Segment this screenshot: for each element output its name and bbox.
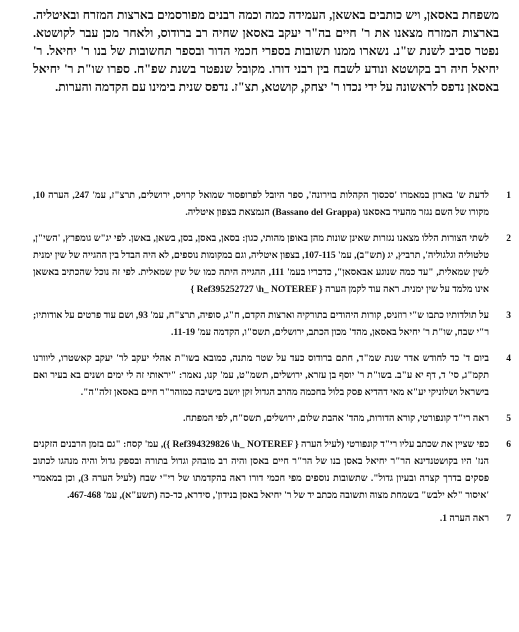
footnote-item (33, 351, 511, 402)
footnote-text-part: ראה הערה 1. (439, 514, 489, 524)
footnote-number: 3 (506, 311, 511, 321)
footnote-text-part: הנמצאת בצפון איטליה. (185, 208, 273, 218)
footnote-number: 1 (506, 191, 511, 201)
field-code: { Ref394329826 \h_ NOTEREF } (166, 440, 299, 450)
footnote-text-part: כפי שציין את שכתב עליו רי"ד קונפורטי (לעיל הערה (298, 440, 489, 450)
footnote-item (33, 188, 511, 222)
footnote-item (33, 308, 511, 342)
footnote-text-part: על תולדותיו כתבו ש"י רוזניס, קורות היהודים בתורקיה וארצות הקדם, ח"ג, סופיה, תרצ"ח, עמ' 93, ושם עוד פרטים על אודותיו; ר"י שבח, שו"ת ר' יחיאל באסאן, מהד' מכון הכתב, ירושלים, תשס"ו, הקדמה עמ' 11-19. (33, 311, 490, 338)
footnote-text-part: לדעת ש' בארון במאמרו 'סכסוך הקהלות בוירונה', ספר היובל לפרופסור שמואל קרויס, ירושלים, תרצ"ז, עמ' 247, הערה 10, מקורו של השם נגזר מהעיר באסאנו (33, 191, 489, 218)
footnote-text-part: ראה רי"ד קונפורטי, קורא הדורות, מהד' אהבת שלום, ירושלים, תשס"ח, לפי המפתח. (183, 414, 489, 424)
footnote-number: 4 (506, 354, 511, 364)
footnote-text (33, 188, 489, 222)
footnote-text (33, 511, 489, 528)
footnote-number: 5 (506, 414, 511, 424)
footnote-text-part: ), עמ' קסח: "גם בזמן הרבנים הזקנים הנז' היו בקושטנדינא הר"ר יחיאל באסן בנו של הר"ר חיים באסן והיה רב מובהק וגדול בתורה ובספק גדול והיה מנהגו לכתוב פסקים בדרך קצרה ובעיון גדול". שתשובות נוספים מפי חכמי דורו ראה בהקדמתו של רי"י שבח (לעיל הערה 3), וכן במאמרי 'איסור "לא ילבש" בשמחת מצוה ותשובה מכתב יד של ר' יחיאל באסן בנידון', סידרא, כד-כה (תשע"א), עמ' 467-468. (33, 440, 489, 501)
footnote-text-part: (Bassano del Grappa) (272, 208, 361, 218)
footnotes-section (33, 188, 511, 537)
footnote-number: 7 (506, 514, 511, 524)
footnote-text (33, 351, 489, 402)
footnote-text (33, 411, 489, 428)
footnote-number: 2 (506, 234, 511, 244)
footnote-text-part: לשתי הצורות הללו מצאנו נגזרות שאינן שונות מהן באופן מהותי, כגון: בסאן, באסן, בסן, בשאן, באשן. לפי יג"ש גומפרץ, 'השי"ן, טלטוליה וגלגוליה', תרביץ, יג (תש"ב), עמ' 107-115, בצפון איטליה, וגם במקומות נוספים, לא היה הבדל בין ההגייה של שין ימנית לשין שמאלית, "עד כמה שנוגע אבאסאן", כדבריו בעמ' 111, ההגייה היתה כמו של שין שמאלית. לפי זה נוכל שהכתיב באשאן אינו מלמד על שין ימנית. ראה עוד לקמן הערה (33, 234, 489, 295)
footnote-item (33, 411, 511, 428)
footnote-text (33, 231, 489, 299)
footnote-item (33, 511, 511, 528)
footnote-number: 6 (506, 440, 511, 450)
footnote-text (33, 308, 489, 342)
footnote-item (33, 437, 511, 505)
field-code: { Ref395252727 \h_ NOTEREF } (190, 285, 323, 295)
footnote-text (33, 437, 489, 505)
footnote-text-part: ביום ד' כד לחודש אדר שנת שמ"ד, חתם ברודוס כעד על שטר מתנה, כמובא בשו"ת אהלי יעקב לר' יעקב קאשטרו, ליוורנו תקמ"ג, סי' ד, דף יא ע"ב. בשו"ת ר' יוסף בן עזרא, ירושלים, תשמ"ט, עמ' קנו, נאמר: "יראותי זה לי ימים ושנים בא בעיר ואם בישראל ושלוניקי יע"א מאי דהדיא פסק בלול בחכמה מהרב הגדול זקן יושב בישיבה כמוהר"ר חיים באסאן זלה"ה". (33, 354, 489, 398)
footnote-item (33, 231, 511, 299)
main-paragraph: משפחת באסאן, ויש כותבים באשאן, העמידה כמה וכמה רבנים מפורסמים בארצות המזרח ובאיטליה. בארצות המזרח מצאנו את ר' חיים בה"ר יעקב באסאן שחיה רב ברודוס, ולאחר מכן עבר לקושטא. נפטר סביב לשנת ש"נ. נשארו ממנו תשובות בספרי חכמי הדור ובספר תחשובות של בנו ר' יחיאל. ר' יחיאל חיה רב בקושטא ונודע לשבח בין רבני דורו. מקובל שנפטר בשנת שפ"ח. ספרו שו"ת ר' יחיאל באסאן נדפס לראשונה על ידי נכדו ר' יצחק, קושטא, תצ"ז. נדפס שנית בימינו עם הקדמה והערות. (33, 8, 499, 94)
